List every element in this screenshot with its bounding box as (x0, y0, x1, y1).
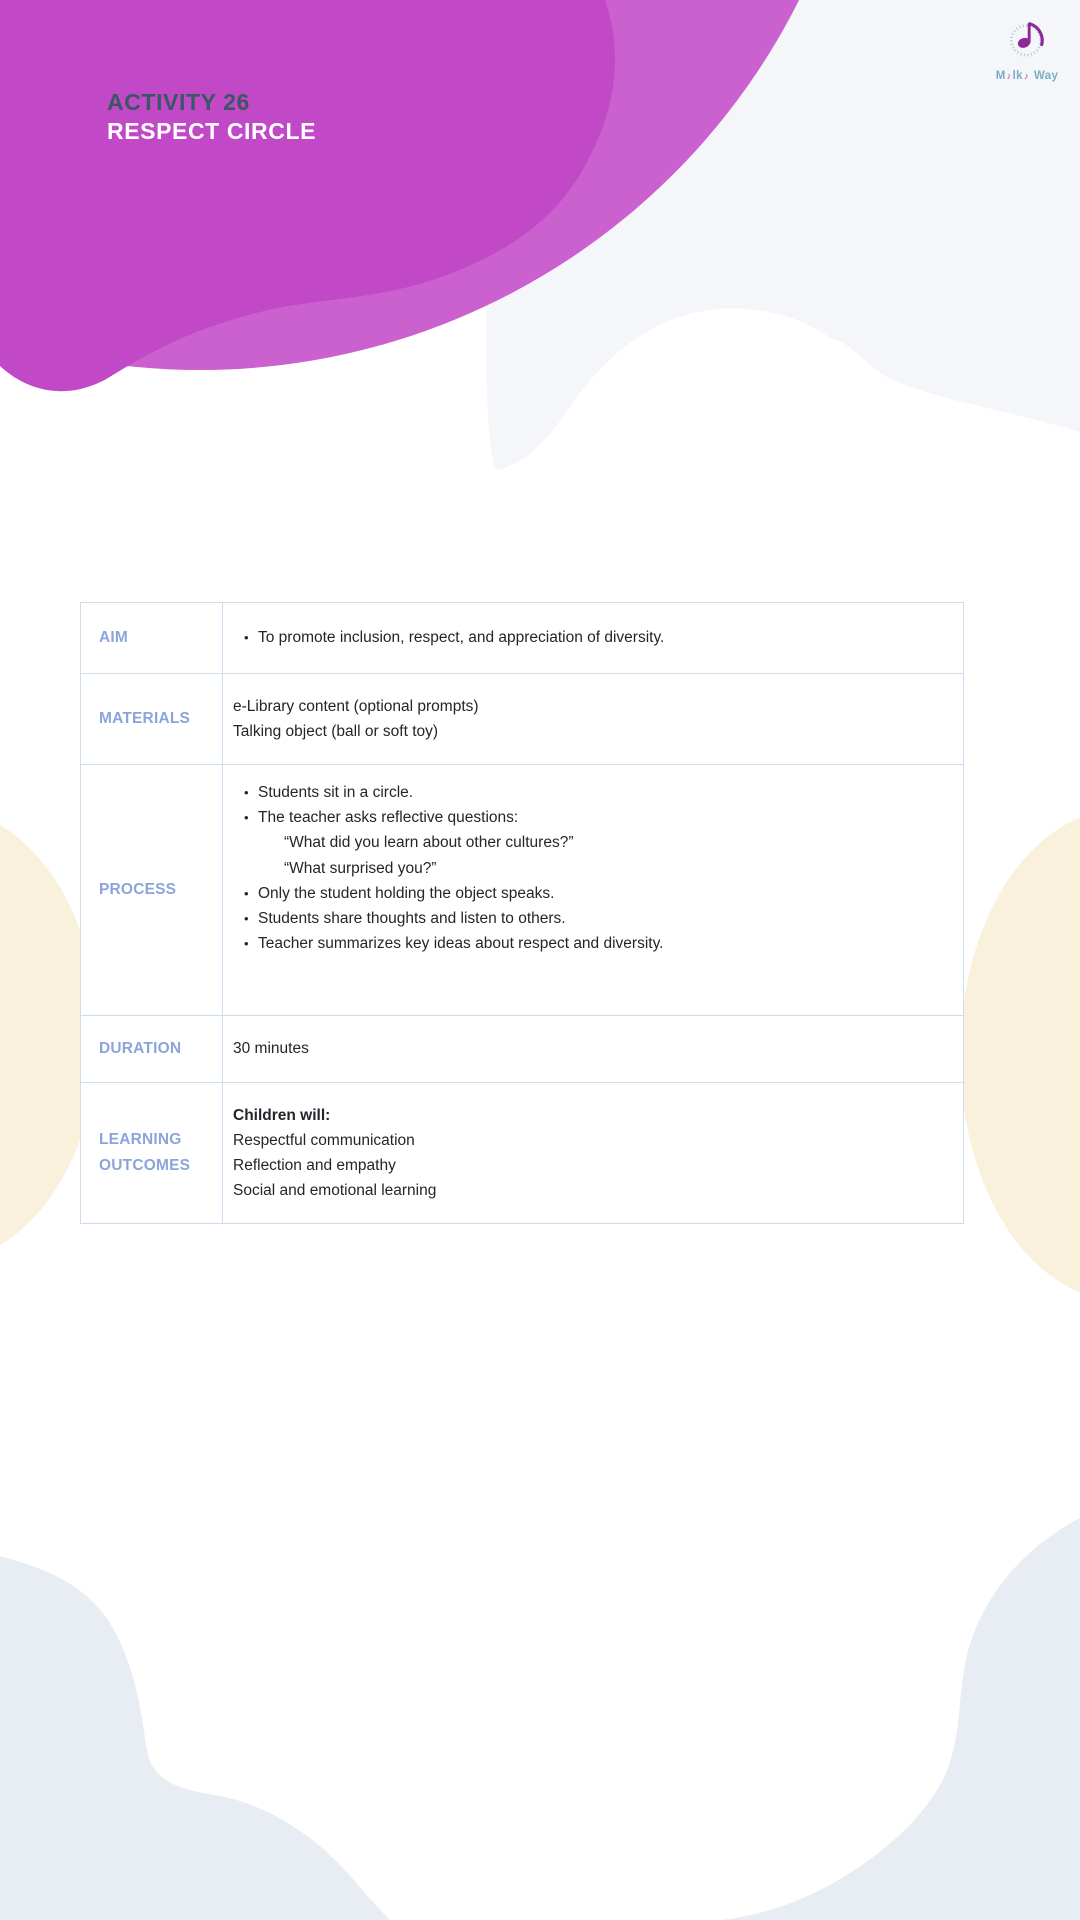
process-step: Students sit in a circle. (258, 784, 414, 801)
material-item: e-Library content (optional prompts) (233, 697, 479, 715)
activity-number: ACTIVITY 26 (107, 89, 250, 115)
table-row-learning-outcomes (81, 1082, 963, 1223)
material-item: Talking object (ball or soft toy) (233, 723, 439, 740)
table-row-duration (81, 1015, 963, 1082)
page-title: RESPECT CIRCLE (107, 118, 317, 144)
row-label-materials: MATERIALS (81, 674, 223, 764)
row-content-duration (223, 1016, 963, 1082)
aim-text: To promote inclusion, respect, and appreciation of diversity. (258, 629, 665, 647)
learning-outcome: Reflection and empathy (233, 1157, 396, 1174)
list-item (223, 805, 963, 830)
list-item (223, 780, 963, 805)
process-quote: “What did you learn about other cultures?” (284, 834, 574, 852)
learning-intro: Children will: (233, 1106, 331, 1124)
music-note-ring-icon (1001, 16, 1053, 68)
process-step: Only the student holding the object speaks. (258, 884, 555, 902)
bullet-icon: • (244, 785, 249, 800)
table-row-process (81, 764, 963, 1015)
row-content-materials (223, 674, 963, 764)
row-label-aim: AIM (81, 603, 223, 673)
list-item (223, 906, 963, 931)
duration-text: 30 minutes (233, 1040, 309, 1058)
list-item (223, 625, 963, 650)
row-content-aim (223, 603, 963, 673)
list-item (223, 931, 963, 956)
brand-logo (972, 16, 1080, 82)
process-step: Students share thoughts and listen to others. (258, 910, 566, 928)
process-step: The teacher asks reflective questions: (258, 809, 519, 827)
table-row-materials (81, 673, 963, 764)
list-item (223, 881, 963, 906)
note-icon: ♪ (1006, 71, 1012, 81)
wordmark-way: Way (1033, 70, 1059, 82)
brand-wordmark (996, 70, 1059, 82)
bullet-icon: • (244, 630, 249, 646)
learning-outcome: Social and emotional learning (233, 1182, 437, 1200)
bullet-icon: • (244, 936, 249, 952)
table-row-aim (81, 603, 963, 673)
row-content-learning-outcomes (223, 1083, 963, 1223)
row-label-duration: DURATION (81, 1016, 223, 1082)
bullet-icon: • (244, 810, 249, 826)
process-quote: “What surprised you?” (284, 859, 437, 877)
row-content-process (223, 765, 963, 1015)
note-icon: ♪ (1023, 71, 1029, 81)
bullet-icon: • (244, 885, 249, 901)
learning-outcome: Respectful communication (233, 1131, 415, 1149)
bullet-icon: • (244, 911, 249, 927)
activity-table (80, 602, 964, 1224)
row-label-learning-outcomes: LEARNING OUTCOMES (81, 1083, 223, 1223)
process-step: Teacher summarizes key ideas about respect and diversity. (258, 935, 664, 953)
row-label-process: PROCESS (81, 765, 223, 1015)
page-header (107, 88, 316, 146)
wordmark-lk: lk (1012, 70, 1023, 82)
wordmark-m: M (995, 70, 1006, 82)
